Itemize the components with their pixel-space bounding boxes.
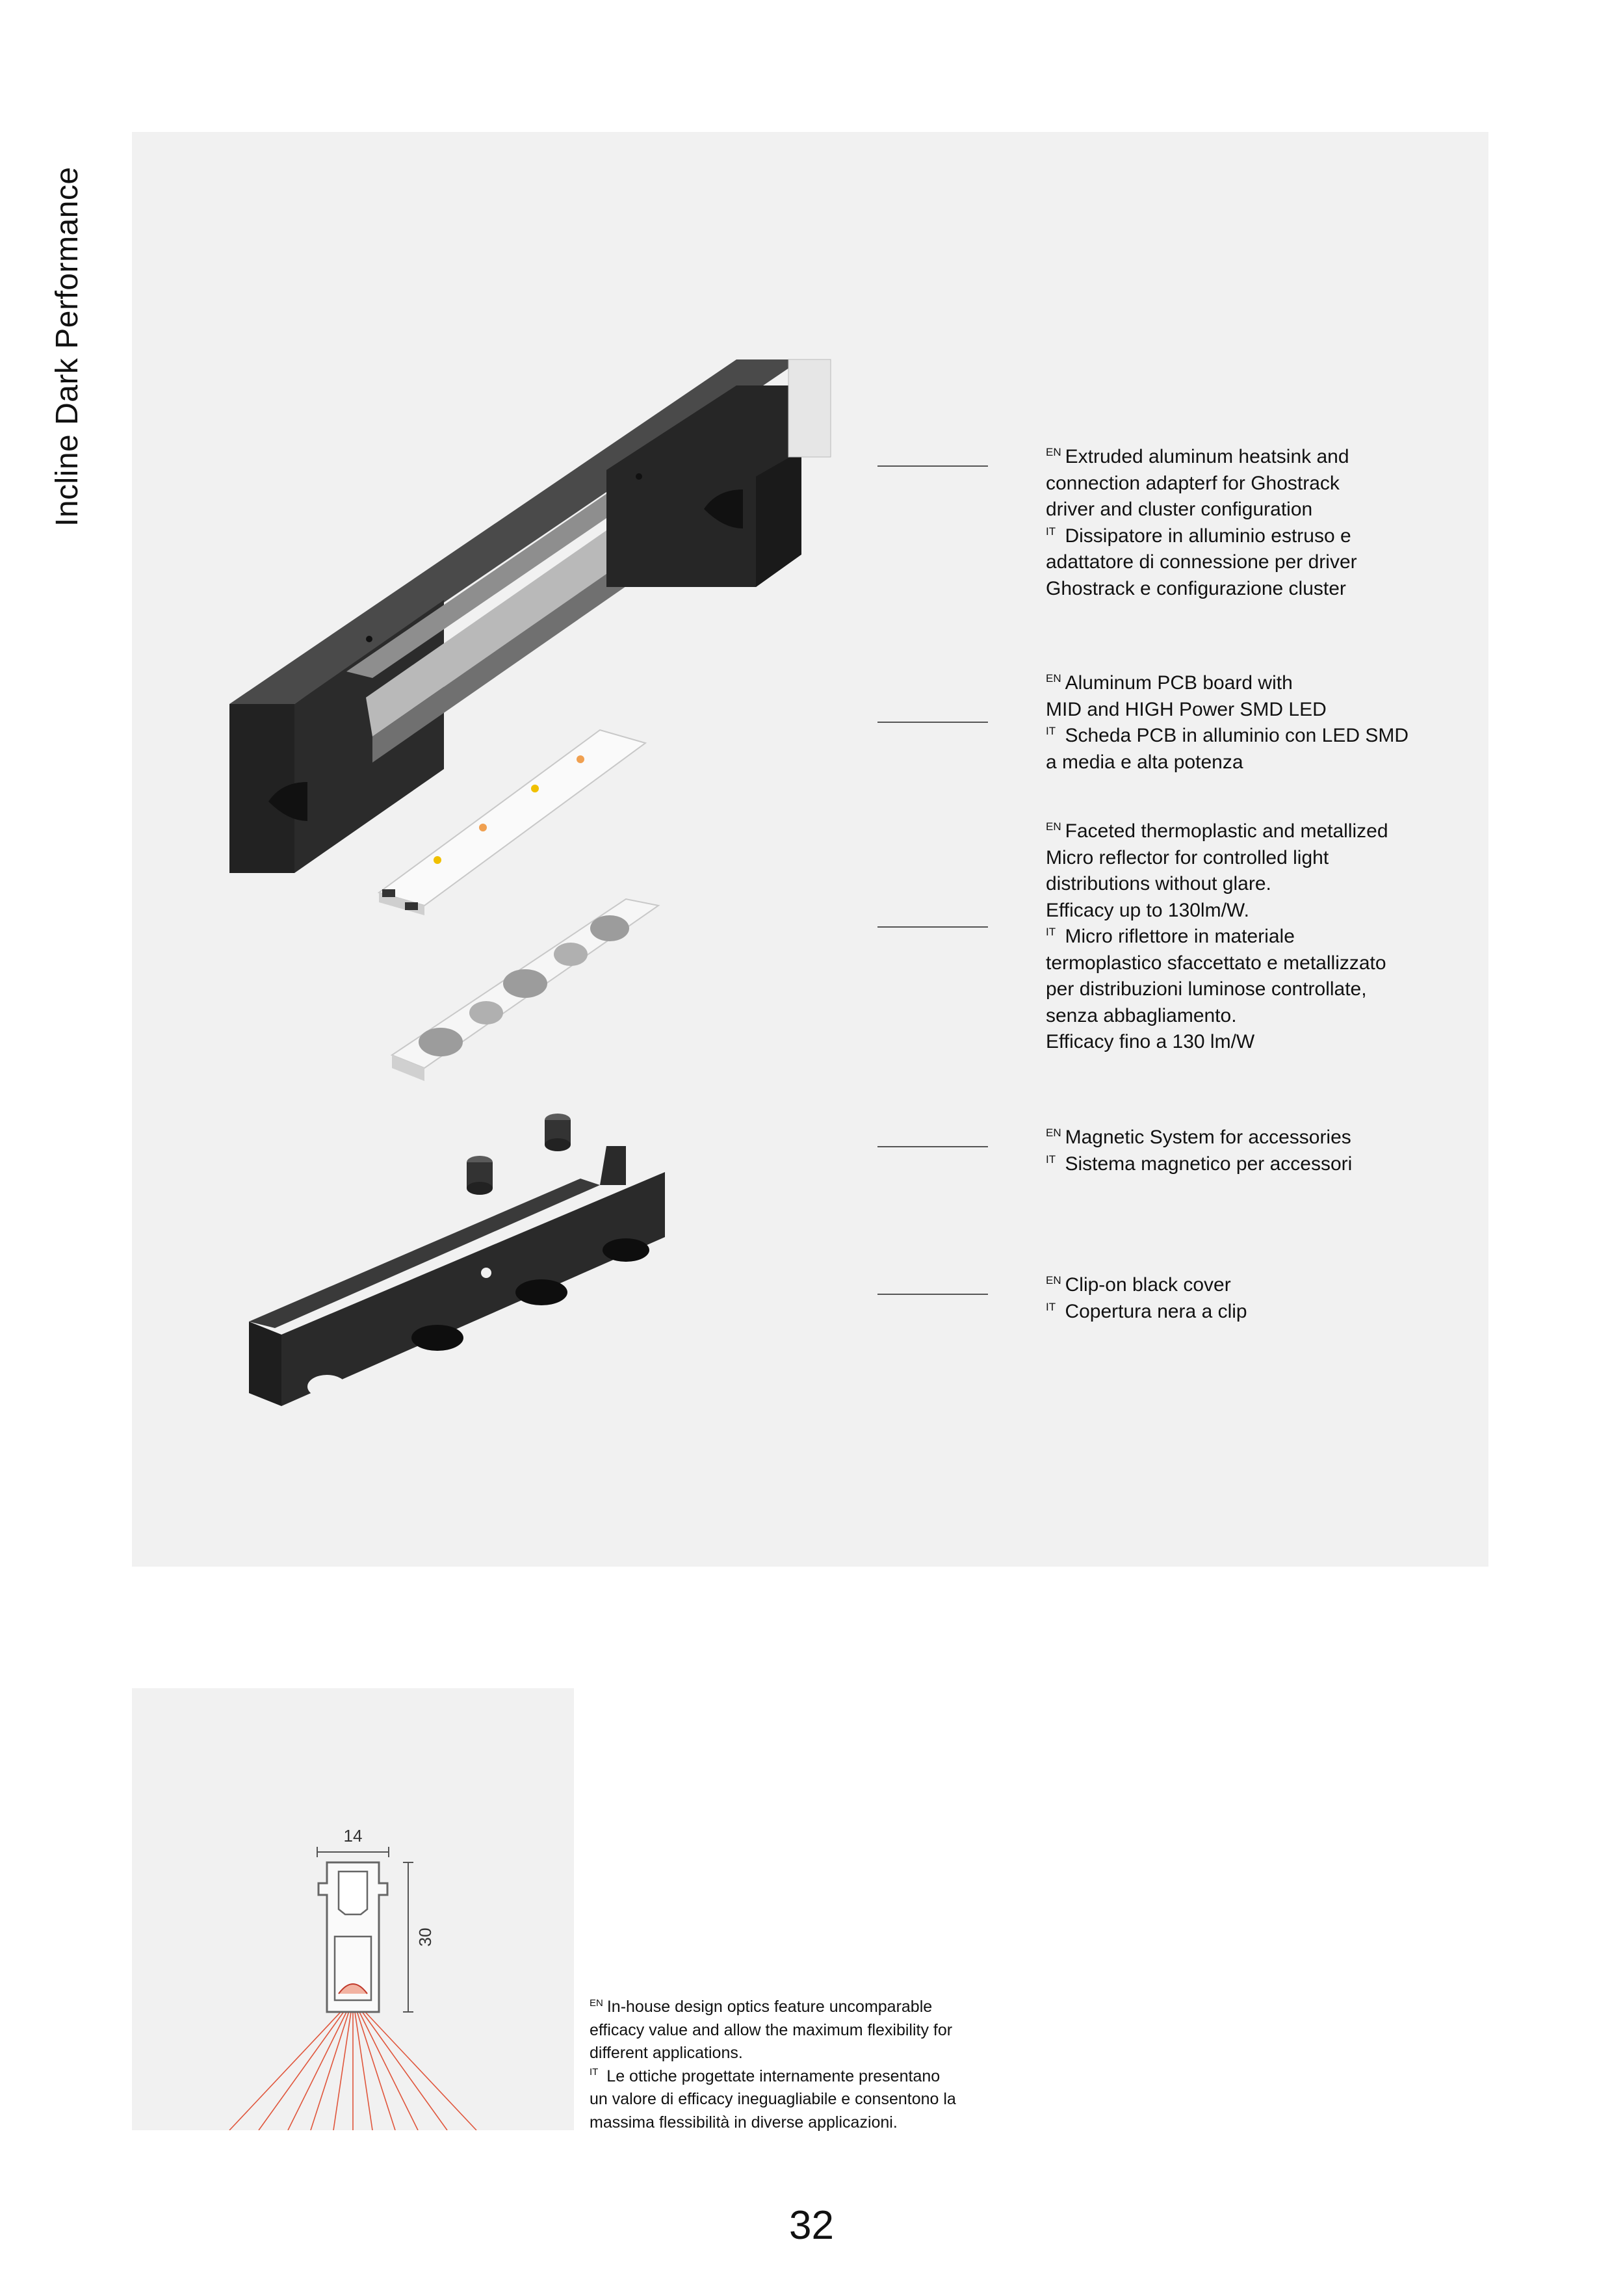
callout-text: Aluminum PCB board with — [1065, 672, 1293, 694]
callout-text: Efficacy up to 130lm/W. — [1046, 899, 1249, 921]
callout-text: Copertura nera a clip — [1065, 1300, 1247, 1322]
lang-tag: EN — [1046, 1127, 1061, 1139]
callout-text: per distribuzioni luminose controllate, — [1046, 978, 1367, 1000]
callout-text: Ghostrack e configurazione cluster — [1046, 577, 1346, 599]
leader-line — [877, 722, 988, 723]
callout-text: Micro reflector for controlled light — [1046, 846, 1329, 868]
callout-text: a media e alta potenza — [1046, 751, 1243, 773]
leader-line — [877, 926, 988, 928]
profile-section-panel — [132, 1688, 574, 2130]
lang-tag: EN — [590, 1997, 603, 2009]
callout-text: Extruded aluminum heatsink and — [1065, 446, 1349, 467]
callout-text: senza abbagliamento. — [1046, 1004, 1237, 1026]
light-ray — [353, 1999, 476, 2130]
callout-text: adattatore di connessione per driver — [1046, 551, 1357, 573]
callout-text: Efficacy fino a 130 lm/W — [1046, 1031, 1255, 1052]
callout-text: Faceted thermoplastic and metallized — [1065, 820, 1388, 842]
callout-heatsink — [1046, 444, 1462, 602]
callout-text: termoplastico sfaccettato e metallizzato — [1046, 952, 1386, 974]
optics-text: Le ottiche progettate internamente presentano — [606, 2067, 941, 2085]
callout-text: Dissipatore in alluminio estruso e — [1065, 525, 1351, 547]
callout-text: Clip-on black cover — [1065, 1274, 1231, 1296]
callout-cover — [1046, 1272, 1462, 1325]
callout-text: MID and HIGH Power SMD LED — [1046, 698, 1327, 720]
light-beams — [229, 1999, 476, 2130]
light-ray — [229, 1999, 353, 2130]
optics-text: different applications. — [590, 2044, 743, 2062]
callout-text: distributions without glare. — [1046, 873, 1271, 894]
callout-magnets — [1046, 1125, 1462, 1177]
width-dimension: 14 — [343, 1826, 363, 1846]
callout-pcb — [1046, 670, 1462, 776]
micro-reflector — [392, 899, 658, 1081]
lang-tag: EN — [1046, 672, 1061, 685]
lang-tag: IT — [590, 2067, 599, 2078]
lang-tag: EN — [1046, 1274, 1061, 1286]
callout-text: Magnetic System for accessories — [1065, 1127, 1351, 1148]
callout-reflector — [1046, 818, 1462, 1056]
optics-text: massima flessibilità in diverse applicazioni. — [590, 2113, 898, 2132]
leader-line — [877, 1294, 988, 1295]
leader-line — [877, 1146, 988, 1147]
clip-on-cover — [249, 1146, 665, 1406]
optics-text: un valore di efficacy ineguagliabile e consentono la — [590, 2090, 956, 2108]
magnets — [467, 1114, 571, 1195]
lang-tag: IT — [1046, 1300, 1056, 1313]
callout-text: connection adapterf for Ghostrack — [1046, 472, 1340, 494]
side-title: Incline Dark Performance — [50, 166, 84, 527]
page-number: 32 — [789, 2203, 834, 2248]
lang-tag: IT — [1046, 926, 1056, 938]
lang-tag: IT — [1046, 725, 1056, 737]
lang-tag: EN — [1046, 446, 1061, 458]
light-ray — [353, 1999, 395, 2130]
callout-text: Micro riflettore in materiale — [1065, 926, 1295, 947]
lang-tag: EN — [1046, 820, 1061, 833]
optics-description — [590, 1996, 1025, 2134]
optics-text: In-house design optics feature uncomparable — [606, 1998, 933, 2016]
profile-section-drawing — [132, 1688, 574, 2130]
height-dimension: 30 — [415, 1927, 435, 1947]
light-ray — [353, 1999, 447, 2130]
lang-tag: IT — [1046, 1153, 1056, 1166]
callout-text: Sistema magnetico per accessori — [1065, 1153, 1353, 1175]
leader-line — [877, 465, 988, 467]
light-ray — [311, 1999, 353, 2130]
callout-text: Scheda PCB in alluminio con LED SMD — [1065, 725, 1409, 746]
light-ray — [259, 1999, 353, 2130]
lang-tag: IT — [1046, 525, 1056, 538]
optics-text: efficacy value and allow the maximum flexibility for — [590, 2020, 953, 2039]
callout-text: driver and cluster configuration — [1046, 499, 1313, 520]
